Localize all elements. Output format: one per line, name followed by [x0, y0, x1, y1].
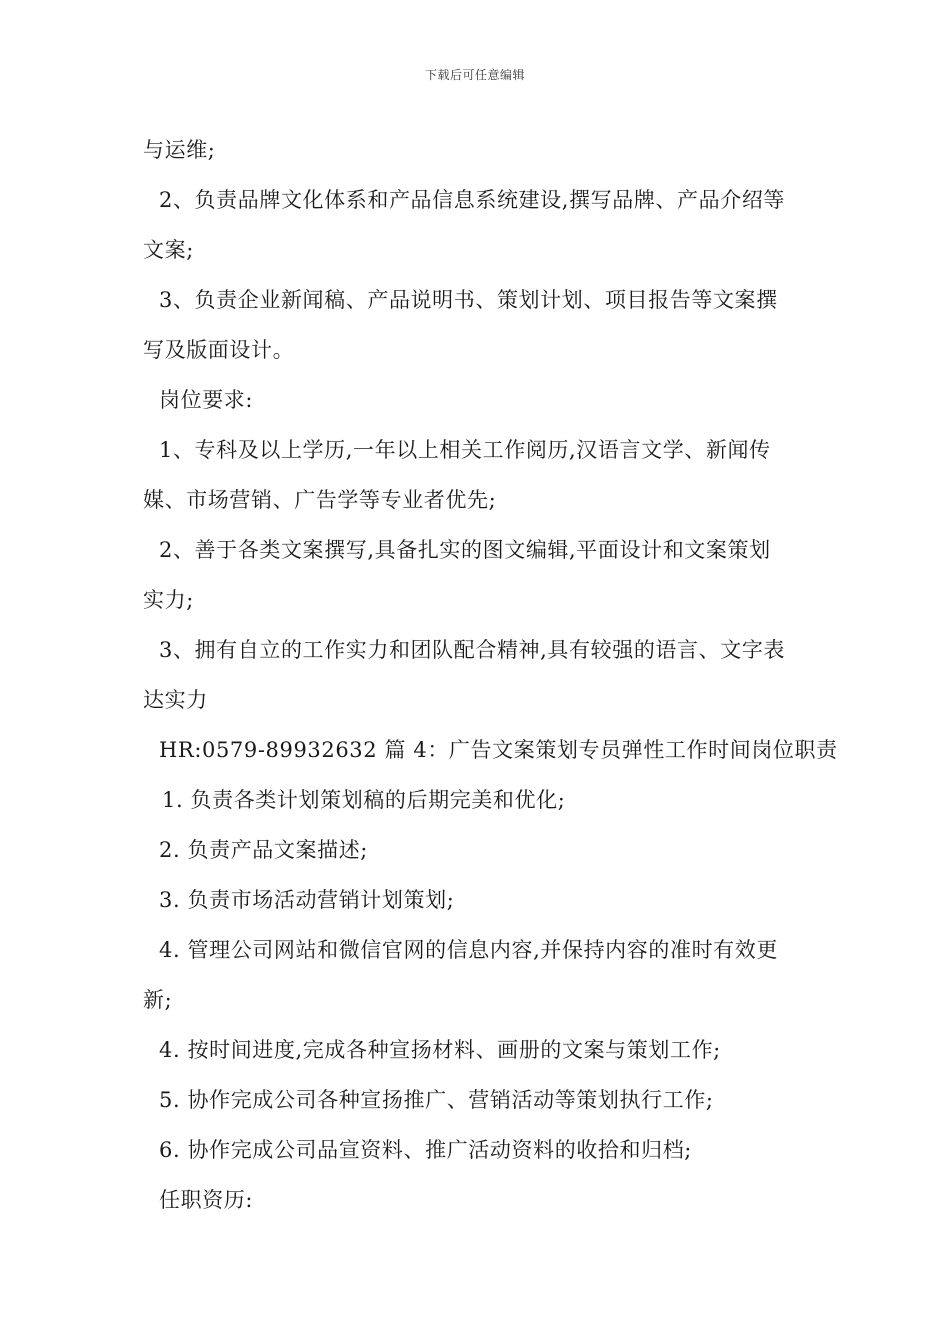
- paragraph-line: 写及版面设计。: [143, 338, 295, 362]
- paragraph-line: 1、专科及以上学历,一年以上相关工作阅历,汉语言文学、新闻传: [159, 438, 771, 462]
- section-heading: 岗位要求:: [159, 388, 254, 412]
- list-item: 2. 负责产品文案描述;: [159, 838, 368, 862]
- list-item: 3. 负责市场活动营销计划策划;: [159, 888, 455, 912]
- paragraph-line: 实力;: [143, 588, 194, 612]
- page-header: 下载后可任意编辑: [424, 68, 525, 82]
- paragraph-line: 文案;: [143, 238, 194, 262]
- section-heading: 任职资历:: [159, 1188, 254, 1212]
- paragraph-line: 3、负责企业新闻稿、产品说明书、策划计划、项目报告等文案撰: [159, 288, 778, 312]
- list-item: 5. 协作完成公司各种宣扬推广、营销活动等策划执行工作;: [159, 1088, 714, 1112]
- list-item-continuation: 新;: [143, 988, 173, 1012]
- section-heading: HR:0579-89932632 篇 4：广告文案策划专员弹性工作时间岗位职责: [159, 738, 838, 762]
- paragraph-line: 2、善于各类文案撰写,具备扎实的图文编辑,平面设计和文案策划: [159, 538, 771, 562]
- list-item: 4. 按时间进度,完成各种宣扬材料、画册的文案与策划工作;: [159, 1038, 721, 1062]
- paragraph-line: 3、拥有自立的工作实力和团队配合精神,具有较强的语言、文字表: [159, 638, 786, 662]
- paragraph-line: 媒、市场营销、广告学等专业者优先;: [143, 488, 497, 512]
- paragraph-line: 与运维;: [143, 138, 216, 162]
- paragraph-line: 达实力: [143, 688, 208, 712]
- list-item: 4. 管理公司网站和微信官网的信息内容,并保持内容的准时有效更: [159, 938, 778, 962]
- list-item: 6. 协作完成公司品宣资料、推广活动资料的收拾和归档;: [159, 1138, 692, 1162]
- list-item: 1. 负责各类计划策划稿的后期完美和优化;: [162, 788, 566, 812]
- paragraph-line: 2、负责品牌文化体系和产品信息系统建设,撰写品牌、产品介绍等: [159, 188, 786, 212]
- document-body: [143, 128, 838, 1228]
